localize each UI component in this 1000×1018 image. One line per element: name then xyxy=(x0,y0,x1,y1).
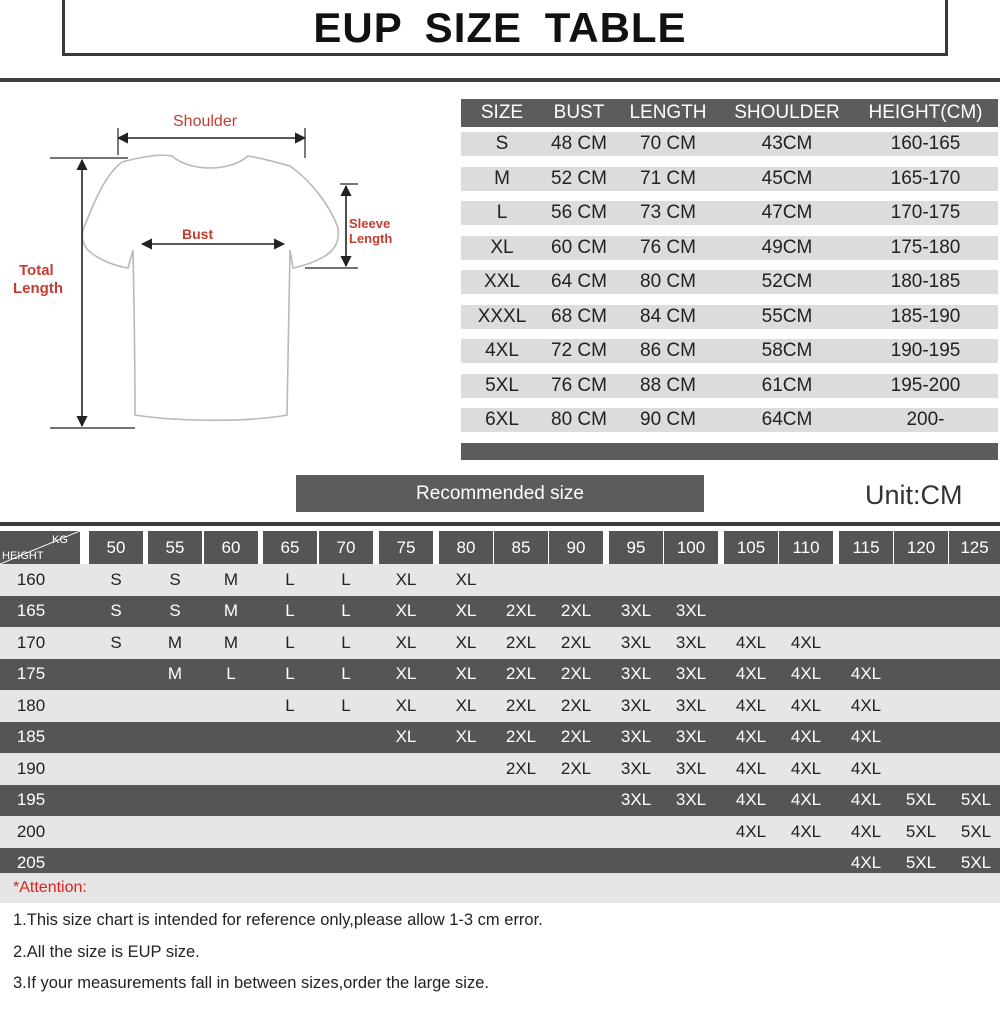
size-cell: XL xyxy=(395,664,417,684)
size-cell xyxy=(145,816,205,848)
size-table-row xyxy=(461,196,998,231)
size-table-cell: 60 CM xyxy=(551,236,607,258)
size-cell: 4XL xyxy=(850,853,882,873)
sleeve-label: Sleeve Length xyxy=(349,216,393,246)
size-cell: 3XL xyxy=(620,632,652,652)
size-cell: 4XL xyxy=(850,821,882,841)
size-cell xyxy=(946,596,1000,628)
size-cell: 5XL xyxy=(960,790,992,810)
size-cell: 4XL xyxy=(850,664,882,684)
size-cell: 4XL xyxy=(735,727,767,747)
size-table-cell: 47CM xyxy=(761,202,813,224)
size-cell xyxy=(491,785,551,817)
size-cell xyxy=(86,785,146,817)
grid-row xyxy=(0,564,1000,596)
size-cell xyxy=(891,659,951,691)
note-3: 3.If your measurements fall in between sizes,order the large size. xyxy=(13,974,489,992)
height-cell: 160 xyxy=(16,569,46,589)
size-table-cell: 45CM xyxy=(761,167,813,189)
size-cell: M xyxy=(223,569,239,589)
size-cell: 3XL xyxy=(675,695,707,715)
recommended-size-grid xyxy=(0,531,1000,879)
size-table xyxy=(461,99,998,438)
weight-header-cell: 70 xyxy=(319,531,373,564)
size-cell: S xyxy=(110,601,122,621)
size-cell xyxy=(260,722,320,754)
size-cell xyxy=(491,816,551,848)
size-cell xyxy=(776,564,836,596)
size-cell xyxy=(316,816,376,848)
weight-header-cell: 115 xyxy=(839,531,893,564)
size-cell: 3XL xyxy=(675,601,707,621)
size-cell: 4XL xyxy=(790,727,822,747)
attention-label: *Attention: xyxy=(13,879,87,896)
size-cell: 5XL xyxy=(905,853,937,873)
size-cell xyxy=(436,753,496,785)
grid-row xyxy=(0,816,1000,848)
size-table-cell: 80 CM xyxy=(551,409,607,431)
size-cell: 2XL xyxy=(505,632,537,652)
size-table-row xyxy=(461,127,998,162)
size-table-cell: 43CM xyxy=(761,133,813,155)
size-cell xyxy=(145,785,205,817)
tshirt-outline xyxy=(82,155,338,420)
recommended-size-banner: Recommended size xyxy=(296,475,704,512)
size-cell xyxy=(661,816,721,848)
size-table-cell: 49CM xyxy=(761,236,813,258)
size-cell: 3XL xyxy=(675,727,707,747)
size-cell: 3XL xyxy=(620,758,652,778)
size-cell: 2XL xyxy=(505,758,537,778)
size-table-cell: 170-175 xyxy=(890,202,961,224)
size-cell xyxy=(946,753,1000,785)
size-table-cell: 76 CM xyxy=(640,236,696,258)
size-table-cell: 48 CM xyxy=(551,133,607,155)
size-cell: M xyxy=(167,632,183,652)
size-cell xyxy=(86,816,146,848)
size-cell: 3XL xyxy=(620,790,652,810)
size-table-cell: 195-200 xyxy=(890,374,961,396)
size-cell: 3XL xyxy=(620,695,652,715)
weight-header-cell: 60 xyxy=(204,531,258,564)
size-cell: 4XL xyxy=(790,695,822,715)
size-cell: S xyxy=(110,569,122,589)
size-cell: 5XL xyxy=(960,853,992,873)
size-cell: 2XL xyxy=(505,664,537,684)
size-cell: XL xyxy=(395,727,417,747)
size-cell: 4XL xyxy=(735,758,767,778)
size-table-cell: 6XL xyxy=(485,409,519,431)
size-table-row xyxy=(461,162,998,197)
size-table-cell: 200- xyxy=(906,409,945,431)
grid-row xyxy=(0,627,1000,659)
size-cell xyxy=(946,659,1000,691)
size-table-cell: 5XL xyxy=(485,374,519,396)
weight-header-cell: 105 xyxy=(724,531,778,564)
size-cell: 3XL xyxy=(675,758,707,778)
size-cell xyxy=(145,722,205,754)
size-cell: 2XL xyxy=(560,758,592,778)
note-2: 2.All the size is EUP size. xyxy=(13,943,200,961)
size-table-cell: 68 CM xyxy=(551,305,607,327)
size-cell: XL xyxy=(395,569,417,589)
size-cell: 4XL xyxy=(735,664,767,684)
grid-row xyxy=(0,690,1000,722)
size-cell xyxy=(721,564,781,596)
size-table-cell: 72 CM xyxy=(551,340,607,362)
size-table-body xyxy=(461,127,998,438)
size-cell: L xyxy=(226,664,236,684)
header-cell: HEIGHT(CM) xyxy=(868,102,983,123)
page-title: EUP SIZE TABLE xyxy=(313,4,687,51)
size-table-cell: 64 CM xyxy=(551,271,607,293)
height-cell: 175 xyxy=(16,664,46,684)
size-cell xyxy=(661,564,721,596)
size-table-cell: 190-195 xyxy=(890,340,961,362)
size-cell xyxy=(546,816,606,848)
size-cell xyxy=(201,785,261,817)
size-cell xyxy=(436,785,496,817)
divider xyxy=(0,78,1000,82)
size-cell: 4XL xyxy=(735,695,767,715)
size-cell: 5XL xyxy=(905,790,937,810)
size-cell xyxy=(376,785,436,817)
size-cell: 2XL xyxy=(505,601,537,621)
size-cell: L xyxy=(285,601,295,621)
header-cell: SIZE xyxy=(480,102,524,123)
size-table-cell: 70 CM xyxy=(640,133,696,155)
grid-row xyxy=(0,753,1000,785)
size-table-cell: XXL xyxy=(484,271,520,293)
height-cell: 170 xyxy=(16,632,46,652)
size-cell xyxy=(946,722,1000,754)
size-cell: L xyxy=(285,632,295,652)
weight-header-cell: 55 xyxy=(148,531,202,564)
size-cell xyxy=(606,564,666,596)
size-cell: L xyxy=(341,695,351,715)
size-cell: 3XL xyxy=(675,664,707,684)
size-cell: 5XL xyxy=(905,821,937,841)
size-cell xyxy=(145,690,205,722)
size-cell xyxy=(546,785,606,817)
size-cell xyxy=(86,690,146,722)
size-cell: XL xyxy=(455,601,477,621)
size-table-footer xyxy=(461,443,998,460)
header-cell: SHOULDER xyxy=(734,102,840,123)
size-table-cell: 175-180 xyxy=(890,236,961,258)
size-table-row xyxy=(461,369,998,404)
size-cell xyxy=(946,564,1000,596)
size-cell: 2XL xyxy=(560,695,592,715)
size-cell: 4XL xyxy=(790,758,822,778)
size-cell xyxy=(891,627,951,659)
weight-header-cell: 110 xyxy=(779,531,833,564)
size-cell xyxy=(376,816,436,848)
size-cell: XL xyxy=(455,695,477,715)
size-table-cell: 52CM xyxy=(761,271,813,293)
size-cell: 3XL xyxy=(675,790,707,810)
size-cell: 4XL xyxy=(850,695,882,715)
size-cell: L xyxy=(341,664,351,684)
size-cell: 4XL xyxy=(790,790,822,810)
weight-header-cell: 95 xyxy=(609,531,663,564)
height-cell: 180 xyxy=(16,695,46,715)
size-cell: XL xyxy=(455,727,477,747)
size-table-cell: 165-170 xyxy=(890,167,961,189)
size-table-cell: 52 CM xyxy=(551,167,607,189)
size-table-cell: 58CM xyxy=(761,340,813,362)
size-cell xyxy=(86,722,146,754)
shoulder-label: Shoulder xyxy=(173,113,238,130)
size-cell xyxy=(721,596,781,628)
size-cell xyxy=(946,690,1000,722)
header-cell: LENGTH xyxy=(629,102,707,123)
size-cell: S xyxy=(169,601,181,621)
weight-header-cell: 80 xyxy=(439,531,493,564)
weight-header-cell: 120 xyxy=(894,531,948,564)
height-cell: 185 xyxy=(16,727,46,747)
size-cell xyxy=(201,690,261,722)
size-cell xyxy=(316,753,376,785)
size-table-cell: M xyxy=(494,167,510,189)
height-cell: 195 xyxy=(16,790,46,810)
weight-header-cell: 100 xyxy=(664,531,718,564)
grid-row xyxy=(0,785,1000,817)
size-table-cell: S xyxy=(495,133,509,155)
size-cell: L xyxy=(285,664,295,684)
tshirt-diagram xyxy=(0,100,420,440)
size-cell: L xyxy=(285,695,295,715)
size-cell: XL xyxy=(455,664,477,684)
size-cell xyxy=(776,596,836,628)
size-table-cell: 185-190 xyxy=(890,305,961,327)
weight-header-cell: 50 xyxy=(89,531,143,564)
size-table-cell: 180-185 xyxy=(890,271,961,293)
size-table-cell: 55CM xyxy=(761,305,813,327)
size-table-cell: 73 CM xyxy=(640,202,696,224)
size-cell xyxy=(260,785,320,817)
size-cell: 4XL xyxy=(850,790,882,810)
size-table-cell: 160-165 xyxy=(890,133,961,155)
attention-bar xyxy=(0,873,1000,903)
corner-height-label: HEIGHT xyxy=(2,550,44,562)
size-table-cell: 4XL xyxy=(485,340,519,362)
size-cell: 4XL xyxy=(790,632,822,652)
size-table-row xyxy=(461,300,998,335)
height-cell: 190 xyxy=(16,758,46,778)
size-table-header xyxy=(461,99,998,127)
size-cell xyxy=(546,564,606,596)
size-table-row xyxy=(461,334,998,369)
size-cell xyxy=(201,722,261,754)
size-cell xyxy=(376,753,436,785)
size-cell: 2XL xyxy=(560,727,592,747)
size-table-cell: XL xyxy=(490,236,514,258)
size-cell xyxy=(891,596,951,628)
size-cell: L xyxy=(285,569,295,589)
size-cell: 4XL xyxy=(790,821,822,841)
size-cell xyxy=(201,753,261,785)
size-cell: 3XL xyxy=(620,601,652,621)
size-cell xyxy=(86,659,146,691)
size-cell: L xyxy=(341,569,351,589)
divider xyxy=(0,522,1000,526)
size-table-row xyxy=(461,231,998,266)
grid-row xyxy=(0,722,1000,754)
height-cell: 165 xyxy=(16,601,46,621)
size-cell xyxy=(260,816,320,848)
size-cell: M xyxy=(167,664,183,684)
size-cell: 2XL xyxy=(505,727,537,747)
size-cell xyxy=(201,816,261,848)
size-table-cell: 84 CM xyxy=(640,305,696,327)
grid-row xyxy=(0,659,1000,691)
weight-header-cell: 85 xyxy=(494,531,548,564)
size-table-cell: 86 CM xyxy=(640,340,696,362)
size-cell xyxy=(316,722,376,754)
size-cell xyxy=(436,816,496,848)
height-cell: 200 xyxy=(16,821,46,841)
size-cell: M xyxy=(223,632,239,652)
size-cell: M xyxy=(223,601,239,621)
size-cell xyxy=(491,564,551,596)
size-cell xyxy=(836,564,896,596)
size-cell: 2XL xyxy=(560,632,592,652)
size-cell xyxy=(316,785,376,817)
size-cell: L xyxy=(341,601,351,621)
bust-label: Bust xyxy=(182,226,214,242)
unit-label: Unit:CM xyxy=(865,480,963,510)
size-cell xyxy=(891,722,951,754)
size-cell: 2XL xyxy=(560,664,592,684)
size-cell xyxy=(891,564,951,596)
size-cell xyxy=(836,596,896,628)
size-table-row xyxy=(461,403,998,438)
size-cell: 2XL xyxy=(560,601,592,621)
size-cell: 4XL xyxy=(735,632,767,652)
size-cell: S xyxy=(169,569,181,589)
size-cell: XL xyxy=(395,632,417,652)
size-cell: XL xyxy=(395,695,417,715)
size-cell xyxy=(946,627,1000,659)
size-cell: 4XL xyxy=(735,790,767,810)
size-table-cell: 76 CM xyxy=(551,374,607,396)
size-table-cell: 56 CM xyxy=(551,202,607,224)
total-length-label: Total Length xyxy=(13,262,63,297)
corner-kg-label: KG xyxy=(52,534,68,546)
size-cell xyxy=(260,753,320,785)
size-cell xyxy=(145,753,205,785)
size-table-cell: 88 CM xyxy=(640,374,696,396)
size-table-cell: 90 CM xyxy=(640,409,696,431)
size-cell: 4XL xyxy=(850,758,882,778)
header-cell: BUST xyxy=(553,102,605,123)
size-cell xyxy=(891,690,951,722)
weight-header-cell: 65 xyxy=(263,531,317,564)
size-table-cell: 71 CM xyxy=(640,167,696,189)
size-cell: XL xyxy=(455,632,477,652)
note-1: 1.This size chart is intended for reference only,please allow 1-3 cm error. xyxy=(13,911,543,929)
weight-header-cell: 75 xyxy=(379,531,433,564)
size-cell xyxy=(891,753,951,785)
size-cell: 4XL xyxy=(850,727,882,747)
size-cell: 4XL xyxy=(790,664,822,684)
grid-header xyxy=(0,531,1000,564)
height-cell: 205 xyxy=(16,853,46,873)
size-cell: XL xyxy=(395,601,417,621)
weight-header-cell: 125 xyxy=(949,531,1000,564)
size-cell: S xyxy=(110,632,122,652)
grid-row xyxy=(0,596,1000,628)
size-table-cell: L xyxy=(496,202,508,224)
size-cell: L xyxy=(341,632,351,652)
size-table-cell: 61CM xyxy=(761,374,813,396)
size-table-cell: 80 CM xyxy=(640,271,696,293)
size-cell xyxy=(836,627,896,659)
size-cell: 5XL xyxy=(960,821,992,841)
size-cell: 3XL xyxy=(675,632,707,652)
weight-header-cell: 90 xyxy=(549,531,603,564)
size-cell xyxy=(606,816,666,848)
size-table-cell: XXXL xyxy=(477,305,527,327)
size-cell: 3XL xyxy=(620,664,652,684)
size-cell: XL xyxy=(455,569,477,589)
size-cell: 2XL xyxy=(505,695,537,715)
size-cell: 3XL xyxy=(620,727,652,747)
size-table-cell: 64CM xyxy=(761,409,813,431)
size-cell: 4XL xyxy=(735,821,767,841)
size-cell xyxy=(86,753,146,785)
size-table-row xyxy=(461,265,998,300)
